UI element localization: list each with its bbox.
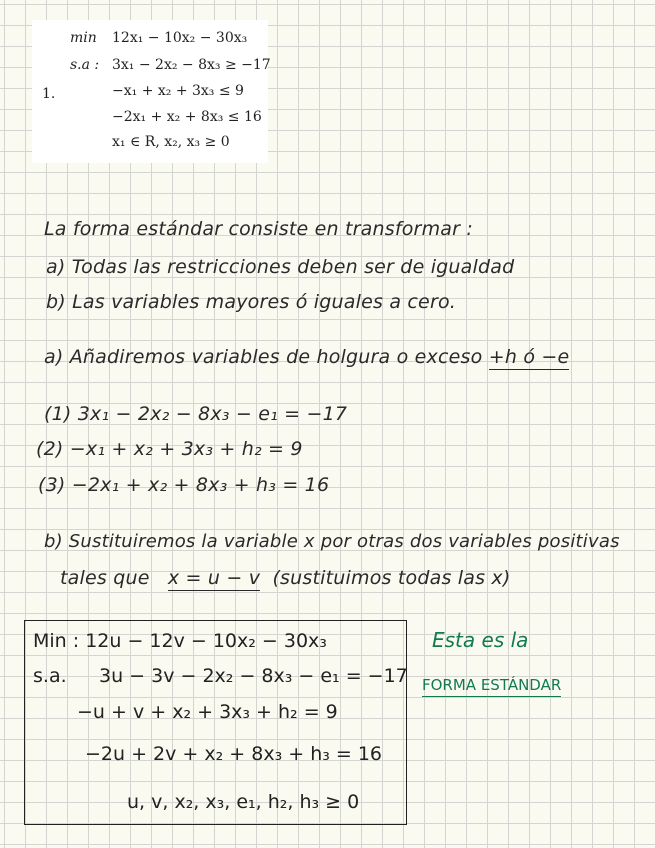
side-note-line1: Esta es la — [432, 628, 529, 652]
step-b-suffix: (sustituimos todas las x) — [272, 567, 511, 589]
equation-2: (2) −x₁ + x₂ + 3x₃ + h₂ = 9 — [36, 438, 303, 460]
step-a-text: a) Añadiremos variables de holgura o exceso — [44, 346, 483, 368]
constraint-2: −x₁ + x₂ + 3x₃ ≤ 9 — [112, 83, 244, 99]
printed-problem — [32, 20, 271, 163]
step-b-line2 — [60, 567, 511, 589]
side-note-line2: FORMA ESTÁNDAR — [422, 676, 561, 697]
standard-constraint-1: 3u − 3v − 2x₂ − 8x₃ − e₁ = −17 — [99, 665, 408, 687]
standard-objective: Min : 12u − 12v − 10x₂ − 30x₃ — [33, 630, 327, 652]
domain-constraint: x₁ ∈ R, x₂, x₃ ≥ 0 — [112, 134, 230, 150]
step-b-line1: b) Sustituiremos la variable x por otras dos variables positivas — [44, 531, 620, 552]
step-b-prefix: tales que — [60, 567, 150, 589]
substitution-formula: x = u − v — [167, 567, 261, 589]
step-a — [44, 346, 569, 368]
constraint-3: −2x₁ + x₂ + 8x₃ ≤ 16 — [112, 109, 262, 125]
equation-3: (3) −2x₁ + x₂ + 8x₃ + h₃ = 16 — [38, 474, 330, 496]
slack-excess-signs: +h ó −e — [488, 346, 570, 368]
subject-to-label: s.a : — [70, 57, 100, 73]
objective-function: 12x₁ − 10x₂ − 30x₃ — [112, 30, 248, 46]
standard-constraint-3: −2u + 2v + x₂ + 8x₃ + h₃ = 16 — [85, 743, 383, 765]
rule-b: b) Las variables mayores ó iguales a cero. — [46, 291, 457, 313]
constraint-1: 3x₁ − 2x₂ − 8x₃ ≥ −17 — [112, 57, 271, 73]
objective-label: min — [70, 30, 97, 46]
problem-number: 1. — [42, 86, 56, 102]
standard-form-box — [24, 620, 407, 825]
standard-subject-to-label: s.a. — [33, 665, 67, 687]
rule-a: a) Todas las restricciones deben ser de igualdad — [46, 256, 515, 278]
equation-1: (1) 3x₁ − 2x₂ − 8x₃ − e₁ = −17 — [44, 403, 348, 425]
nonnegativity-constraints: u, v, x₂, x₃, e₁, h₂, h₃ ≥ 0 — [127, 791, 360, 813]
intro-text: La forma estándar consiste en transformar : — [44, 218, 473, 240]
standard-constraint-2: −u + v + x₂ + 3x₃ + h₂ = 9 — [77, 701, 338, 723]
